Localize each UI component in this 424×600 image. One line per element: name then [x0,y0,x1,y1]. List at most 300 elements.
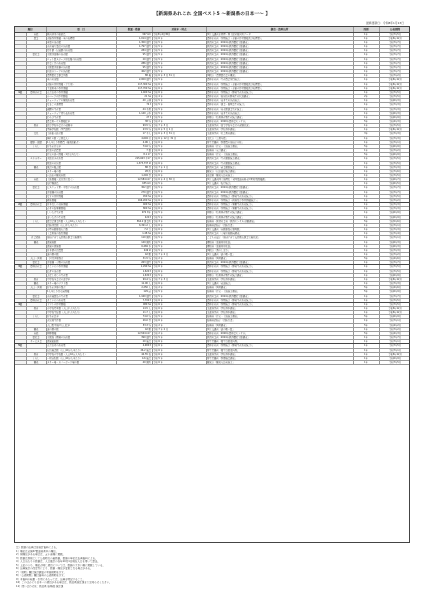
source-cell: 農林水産省「作物統計（野菜生産出荷統計）」 [206,298,353,302]
cycle-cell: 5年 [353,219,379,223]
published-cell: 令和7年7月 [379,261,410,265]
source-cell: 総務省「住宅・土地統計調査」 [206,153,353,157]
published-cell: 令和6年12月 [379,36,410,40]
year-cell: 令和 5 年 [152,273,206,277]
cycle-cell: 1年 [353,319,379,323]
source-cell: 総務省消防庁「消防白書」 [206,319,353,323]
year-cell: 令和 5 年 [152,294,206,298]
item-cell: 持ち家住宅率 [46,144,116,148]
year-cell: 令和 6 年 4 月 30 日 [152,178,206,182]
value-cell: 1.48 ha [116,232,152,236]
cycle-cell: 1年 [353,302,379,306]
item-cell: スキー場の数 [46,169,116,173]
value-cell: 7.2 台 [116,228,152,232]
year-cell: 令和 2 年 [152,257,206,261]
source-cell: 総務省「国勢調査」 [206,286,353,290]
source-cell: 観光庁「観光入込客統計」 [206,361,353,365]
cycle-cell: 1年 [353,248,379,252]
year-cell: 令和 2 年 [152,331,206,335]
col-header-rank: 順位 [15,27,46,32]
year-cell: 令和 6 年 [152,86,206,90]
year-cell: 令和 6 年 [152,174,206,178]
year-cell: 令和 5 年 [152,336,206,340]
value-cell: 286 億円 [116,61,152,65]
cycle-cell: 1年 [353,32,379,36]
value-cell: 1,290 ha [116,265,152,269]
source-cell: 経済産業省「2024年経済構造実態調査」 [206,190,353,194]
year-cell: 令和 5 年 [152,248,206,252]
item-cell: 水稲作付面積・米の収穫量 [46,36,116,40]
item-cell: 洋食器の出荷額 [46,190,116,194]
footnote-line: 6）出典統計の改定等により、数値・順位が変更となる場合がある。 [16,567,93,570]
value-cell: 12,504 km² [116,331,152,335]
category-cell: 自然 [26,32,46,36]
item-cell: 温泉旅館数 [46,340,116,344]
published-cell: 令和7年3月 [379,248,410,252]
published-cell: 令和7年3月 [379,136,410,140]
cycle-cell: 5年 [353,144,379,148]
cycle-cell: 1年 [353,128,379,132]
year-cell: 令和 6 年 [152,282,206,286]
published-cell: 令和7年5月 [379,265,410,269]
value-cell: 1,400 ha [116,90,152,94]
value-cell: 270 億円 [116,190,152,194]
year-cell: 令和 6 年 [152,203,206,207]
cycle-cell: 1年 [353,53,379,57]
item-cell: 切り餅・包装餅の出荷額 [46,49,116,53]
cycle-cell: 1年 [353,82,379,86]
value-cell: 27 t [116,115,152,119]
item-cell: 金属加工機械の出荷額 [46,336,116,340]
published-cell: 令和7年5月 [379,344,410,348]
year-cell: 令和 6 年 [152,302,206,306]
source-cell: 農林水産省「花き生産出荷統計」 [206,99,353,103]
footnote-line: 9）本資料の転載・引用にあたっては、出典を明記すること。 [16,577,86,581]
year-cell: 令和 6 年 [152,157,206,161]
cycle-cell: 1年 [353,269,379,273]
item-cell: 水産練り製品の出荷額 [46,45,116,49]
cycle-cell: 1年 [353,161,379,165]
col-header-published: 公表期間 [379,27,410,32]
source-cell: 経済産業省「2024年経済構造実態調査」 [206,65,353,69]
cycle-cell: 1年 [353,165,379,169]
item-cell: 地域子育て支援拠点事業実施箇所 [46,236,116,240]
value-cell: 26.2 施設 [116,348,152,352]
value-cell: 42 駅 [116,252,152,256]
year-cell: 令和 3 年 [152,219,206,223]
item-cell: 温泉地数 [46,240,116,244]
year-cell: 令和 5 年 [152,41,206,45]
source-cell: 林野庁「特用林産物生産統計調査」 [206,273,353,277]
value-cell: 1,620 t [116,269,152,273]
year-cell: 令和 6 年 [152,82,206,86]
cycle-cell: 1年 [353,178,379,182]
value-cell: 2,250 人 [116,286,152,290]
category-cell: 観光 [26,282,46,286]
cycle-cell: 1年 [353,265,379,269]
year-cell: 令和 4 年 [152,95,206,99]
source-cell: 農林水産省「作物統計（耕地及び作付面積統計）」 [206,198,353,202]
item-cell: 住宅の延べ面積（1住宅当たり） [46,153,116,157]
category-cell: 製造業 [26,336,46,340]
cycle-cell: 5年 [353,119,379,123]
category-cell: くらし [26,219,46,223]
category-cell: くらし [26,356,46,360]
source-cell: 農林水産省「作物統計（野菜生産出荷統計）」 [206,194,353,198]
year-cell: 令和 7 年 2 月 [152,327,206,331]
year-cell: 令和 6 年 [152,90,206,94]
cycle-cell: 1年 [353,149,379,153]
published-cell: 令和6年9月 [379,215,410,219]
value-cell: 21 ha [116,95,152,99]
item-cell: 天然ガス産出量 [46,157,116,161]
year-cell: 令和 5 年 [152,65,206,69]
cycle-cell: 1年 [353,207,379,211]
published-cell: 令和7年2月 [379,149,410,153]
value-cell: 564.2 事業所 [116,219,152,223]
value-cell: 1,300 億円 [116,41,152,45]
source-cell: 文部科学省「学校基本調査」 [206,277,353,281]
source-cell: 環境省「温泉利用状況」 [206,244,353,248]
published-cell: 令和7年3月 [379,228,410,232]
source-cell: 農林水産省「作物統計（野菜生産出荷統計）」 [206,344,353,348]
item-cell: 石油ストーブの出荷額 [46,70,116,74]
published-cell: 令和7年3月 [379,103,410,107]
value-cell: 23.5 ％ [116,128,152,132]
year-cell: 令和 6 年 [152,340,206,344]
source-cell: 厚生労働省「医療費の地域差分析」 [206,140,353,144]
item-cell: えだまめの出荷量 [46,344,116,348]
value-cell: 95 億円 [116,53,152,57]
cycle-cell: 1年 [353,182,379,186]
category-cell: 製造業 [26,53,46,57]
item-cell: ビスケット類・干菓子の出荷額 [46,186,116,190]
source-cell: 農林水産省「作物統計（水稲の作付面積及び収穫量）」 [206,82,353,86]
rank-cell [15,361,26,365]
published-cell: 令和6年3月 [379,99,410,103]
published-cell: 令和6年9月 [379,144,410,148]
source-cell: 経済産業省「工場立地動向調査」 [206,232,353,236]
published-cell: 令和7年7月 [379,190,410,194]
cycle-cell: 1年 [353,107,379,111]
category-cell: 観光 [26,165,46,169]
source-cell: 厚生労働省「衛生行政報告例」 [206,348,353,352]
cycle-cell: 1年 [353,115,379,119]
value-cell: 347 km [116,32,152,36]
footnote-line: 2）同順位がある場合は、五十音順に掲載。 [16,553,66,556]
item-cell: さといもの作付面積 [46,265,116,269]
source-cell: こども家庭庁「地域子育て支援拠点事業実施状況」 [206,236,353,240]
footnote-line: 7）「周期」欄は統計調査の実施周期を示す。 [16,570,67,574]
value-cell: 149 箇所 [116,240,152,244]
cycle-cell: 1年 [353,215,379,219]
year-cell: 令和 6 年 5 月 1 日 [152,128,206,132]
year-cell: 令和 5 年 [152,186,206,190]
category-cell: 農業 [26,36,46,40]
category-cell: 自然 [26,178,46,182]
source-cell: 経済産業省「商業動態統計」 [206,165,353,169]
cycle-cell: 1年 [353,61,379,65]
published-cell: 令和7年7月 [379,336,410,340]
year-cell: 令和 5 年 [152,53,206,57]
source-cell: 文部科学省「高等学校卒業者の就職状況」 [206,124,353,128]
cycle-cell: 1年 [353,336,379,340]
published-cell: 令和7年5月 [379,269,410,273]
year-cell: 令和 5 年 [152,70,206,74]
value-cell: 12,584 km² [116,178,152,182]
source-cell: 文部科学省「学校基本調査」 [206,128,353,132]
year-cell: 令和 6 年 [152,361,206,365]
published-cell: 令和7年5月 [379,298,410,302]
item-cell: 米菓の出荷額 [46,41,116,45]
cycle-cell: 5年 [353,290,379,294]
item-cell: 米の産出額 [46,78,116,82]
ranking-table-container [14,26,410,543]
value-cell: 95 億円 [116,65,152,69]
item-cell: 海岸線延長 [46,182,116,186]
year-cell: 令和 5 年 [152,236,206,240]
published-cell: 令和6年12月 [379,352,410,356]
value-cell: 40 万球 [116,99,152,103]
category-cell: 人口・世帯 [26,286,46,290]
source-cell: 文部科学省「学校基本調査」 [206,307,353,311]
cycle-cell: 1年 [353,57,379,61]
published-cell: 令和7年2月 [379,74,410,78]
value-cell: 1,797 億円 [116,45,152,49]
year-cell: 令和 5 年 [152,144,206,148]
footnote-line: 4）人口当たりの数値は、人口推計の各年10月1日現在人口を用いて算出。 [16,560,100,563]
value-cell: 17 千人 [116,132,152,136]
value-cell: 4.96 人 [116,140,152,144]
published-cell: 令和6年12月 [379,128,410,132]
year-cell: 令和 5 年 [152,211,206,215]
source-cell: 国土交通省「索道統計」 [206,282,353,286]
year-cell: 令和 6 年 [152,298,206,302]
item-cell: ぶなしめじの生産量 [46,273,116,277]
item-cell: ニット製スポーツ用衣服の出荷額 [46,57,116,61]
source-cell: 国税庁「酒のしおり」 [206,248,353,252]
source-cell: 農林水産省「2020年農林業センサス」 [206,119,353,123]
value-cell: 1,014 億円 [116,36,152,40]
source-cell: 国土交通省水管理・国土保全局河川データ [206,32,353,36]
category-cell: 観光 [26,240,46,244]
published-cell: 令和7年5月 [379,161,410,165]
published-cell: 令和7年4月 [379,232,410,236]
item-cell: 1人当たり住宅床面積 [46,290,116,294]
published-cell: 令和6年3月 [379,240,410,244]
category-cell: 農林水産業 [26,203,46,207]
published-cell: 令和6年9月 [379,211,410,215]
source-cell: 農林水産省「作物統計（果樹生産出荷統計）」 [206,207,353,211]
item-cell: 金属洋食器の出荷額 [46,53,116,57]
cycle-cell: 1年 [353,307,379,311]
item-cell: 水産練製品の生産量 [46,294,116,298]
published-cell: 令和7年7月 [379,186,410,190]
col-header-item: 項 目 [46,27,116,32]
cycle-cell: 1年 [353,344,379,348]
item-cell: 消防団員数（人口千人当たり） [46,223,116,227]
value-cell: 88 場 [116,74,152,78]
value-cell: 14.5 人 [116,307,152,311]
published-cell: 令和7年3月 [379,207,410,211]
year-cell: 令和 5 年 [152,99,206,103]
item-cell: スキー場のリフト数 [46,282,116,286]
cycle-cell: 1年 [353,41,379,45]
source-cell: 経済産業省「生産動態統計調査」 [206,157,353,161]
item-cell: 日本なしの栽培面積 [46,203,116,207]
published-cell: 令和7年2月 [379,327,410,331]
footnotes [16,546,408,588]
value-cell: 110 箇所 [116,236,152,240]
category-cell: くらし [26,315,46,319]
source-cell: 総務省「国勢調査」 [206,323,353,327]
cycle-cell: 1年 [353,298,379,302]
footnote-line: 11）問い合わせ先：新潟県 総務部 統計課 [16,584,64,588]
category-cell: 人口・世帯 [26,257,46,261]
item-cell: 持ち家比率 [46,315,116,319]
cycle-cell: 5年 [353,331,379,335]
source-cell: 経済産業省「2024年経済構造実態調査」 [206,336,353,340]
published-cell: 令和7年7月 [379,49,410,53]
published-cell: 令和7年5月 [379,95,410,99]
cycle-cell: 1年 [353,277,379,281]
item-cell: しいたけ生産量 [46,211,116,215]
year-cell: 令和 6 年 [152,194,206,198]
value-cell: 800 ha [116,207,152,211]
item-cell: スキー場・スノーボード場の数 [46,361,116,365]
value-cell: 1,373,737 kl [116,161,152,165]
published-cell: 令和6年12月 [379,82,410,86]
source-cell: 経済産業省「2024年経済構造実態調査」 [206,294,353,298]
value-cell: 40 箇所 [116,361,152,365]
published-cell: 令和4年6月 [379,286,410,290]
value-cell: 1,140 万本 [116,111,152,115]
year-cell: 令和 5 年 [152,244,206,248]
value-cell: 44 千尾 [116,107,152,111]
item-cell: 原油の産出量 [46,161,116,165]
source-cell: 経済産業省「2024年経済構造実態調査」 [206,70,353,74]
item-cell: 主食用米の作付面積 [46,86,116,90]
page-title: 【新潟県あれこれ 全国ベスト5 ～新潟県の日本一～ 】 [153,12,271,17]
cycle-cell: 1年 [353,228,379,232]
source-cell: 総務省「住宅・土地統計調査」 [206,290,353,294]
source-cell: 観光庁「宿泊旅行統計調査」 [206,169,353,173]
rank-cell: 1位 [15,90,26,94]
published-cell: 令和7年1月 [379,236,410,240]
cycle-cell: 1年 [353,111,379,115]
source-cell: 農林水産省「花き生産出荷統計」 [206,111,353,115]
cycle-cell: 1年 [353,327,379,331]
category-cell: 健康・保健 [26,140,46,144]
footnote-line: 1）順位は全国47都道府県中の順位。 [16,549,59,553]
year-cell: 令和 5 年 [152,78,206,82]
source-cell: 総務省「家計調査」 [206,149,353,153]
item-cell: えだまめの作付面積 [46,90,116,94]
category-cell: 社会福祉 [26,236,46,240]
value-cell: 74.0 ％ [116,315,152,319]
item-cell: 専修学校数（専門課程） [46,128,116,132]
published-cell: 令和7年7月 [379,41,410,45]
value-cell: 11.7 人 [116,311,152,315]
published-cell: 令和7年2月 [379,252,410,256]
item-cell: 耕地面積 [46,198,116,202]
cycle-cell: 1年 [353,198,379,202]
year-cell: 令和 6 年 3 月 31 日 [152,132,206,136]
cycle-cell: 1年 [353,136,379,140]
source-cell: 環境省「温泉利用状況」 [206,240,353,244]
source-cell: 農林水産省「作物統計（野菜生産出荷統計）」 [206,265,353,269]
year-cell: 令和 5 年 [152,182,206,186]
value-cell: 99.4 ％ [116,277,152,281]
value-cell: 449 kl [116,248,152,252]
value-cell: 4,694 社 [116,136,152,140]
source-cell: 総務省「住宅・土地統計調査」 [206,144,353,148]
cycle-cell: 1年 [353,124,379,128]
category-cell: 観光 [26,327,46,331]
year-cell: 令和 2 年 [152,119,206,123]
value-cell: 400 ha [116,203,152,207]
year-cell: 令和 6 年 [152,140,206,144]
rank-cell: 2位 [15,203,26,207]
published-cell: 令和6年3月 [379,111,410,115]
published-cell: 令和7年1月 [379,348,410,352]
item-cell: 持ち家世帯の割合 [46,286,116,290]
cycle-cell: 1年 [353,352,379,356]
rank-cell: 4位 [15,302,26,306]
category-cell: 教育 [26,307,46,311]
item-cell: 小学校児童数（人口千人当たり） [46,307,116,311]
item-cell: 神社の数（宗教法人） [46,136,116,140]
cycle-cell: 3年 [353,132,379,136]
year-cell: 令和 5 年 [152,45,206,49]
col-header-year: 対象年・時点 [152,27,206,32]
published-cell: 令和7年7月 [379,57,410,61]
source-cell: 総務省・経済産業省「経済センサス‐活動調査」 [206,219,353,223]
source-cell: 国土交通省「道の駅一覧」 [206,327,353,331]
value-cell: 117,300 ha [116,82,152,86]
source-cell: 文化庁「宗教年鑑」 [206,136,353,140]
item-cell: 建設業事業所数（人口10万人当たり） [46,219,116,223]
value-cell: 7 数 [116,149,152,153]
published-cell: 令和7年7月 [379,45,410,49]
published-cell: 令和6年9月 [379,273,410,277]
cycle-cell: 1年 [353,261,379,265]
source-cell: 総務省「国勢調査」 [206,257,353,261]
year-cell: 令和 5 年 [152,240,206,244]
item-cell: 高等学校卒業者の就職率 [46,124,116,128]
source-cell: 農林水産省「漁業・養殖業生産統計」 [206,103,353,107]
cycle-cell: 1年 [353,74,379,78]
source-cell: 農林水産省「生産農業所得統計」 [206,78,353,82]
published-cell: 令和7年3月 [379,165,410,169]
source-cell: 農林水産省「作物統計（野菜生産出荷統計）」 [206,90,353,94]
item-cell: 水稲の作付面積（子実用） [46,82,116,86]
published-cell: 令和7年5月 [379,90,410,94]
category-cell: エネルギー [26,157,46,161]
year-cell: 令和 6 年 [152,36,206,40]
published-cell: 令和7年7月 [379,294,410,298]
year-cell: 令和 6 年 [152,169,206,173]
year-cell: 令和 5 年 [152,153,206,157]
source-cell: 厚生労働省「衛生行政報告例」 [206,340,353,344]
value-cell: 42 駅 [116,327,152,331]
item-cell: 農業用ハウス面積比率 [46,119,116,123]
cycle-cell: 1年 [353,282,379,286]
cycle-cell: 1年 [353,273,379,277]
value-cell: 74.6 ％ [116,144,152,148]
source-cell: 総務省「住宅・土地統計調査」 [206,315,353,319]
source-cell: 経済産業省「2024年経済構造実態調査」 [206,57,353,61]
